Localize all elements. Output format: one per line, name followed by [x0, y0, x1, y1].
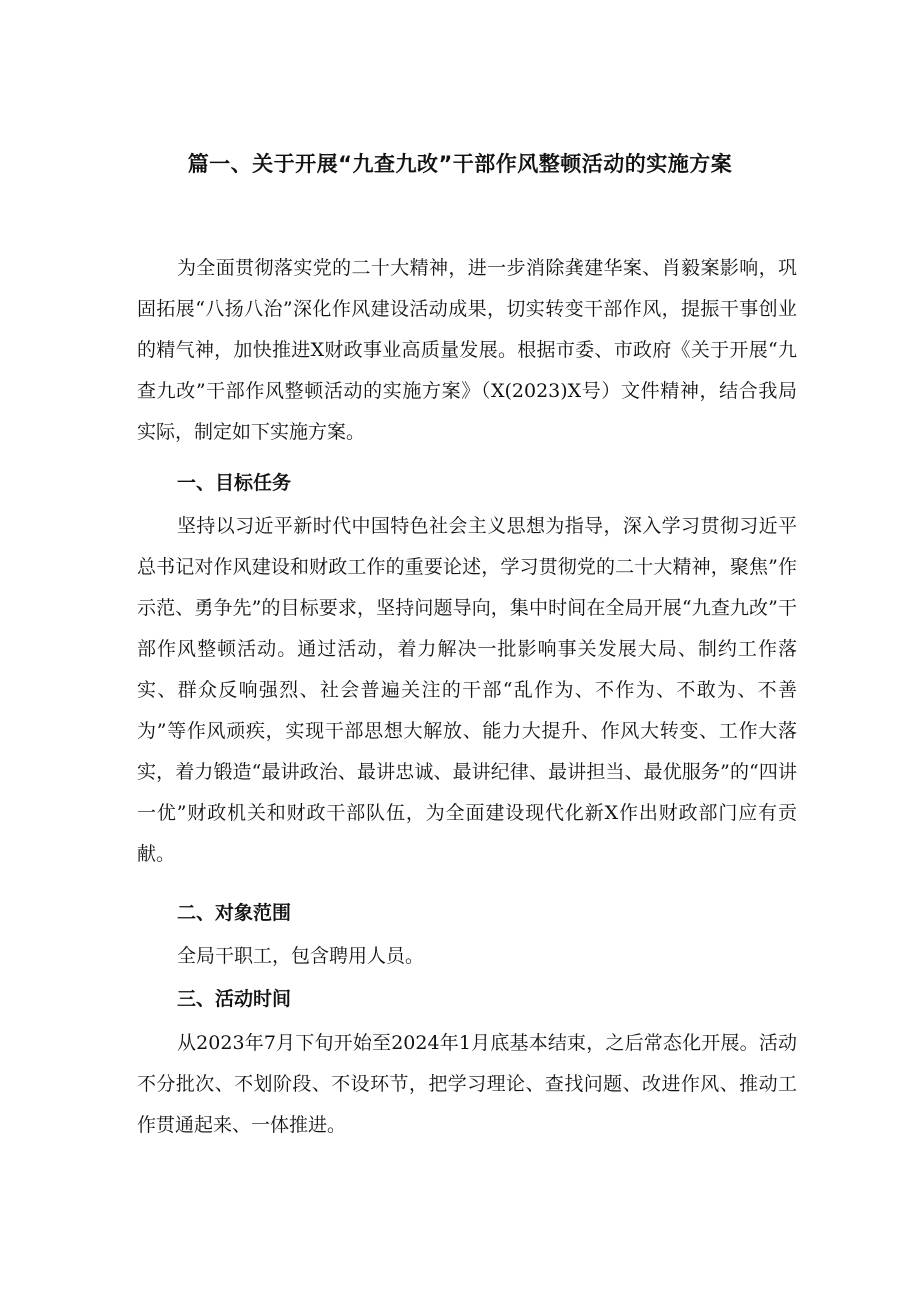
- section-body-goals: 坚持以习近平新时代中国特色社会主义思想为指导，深入学习贯彻习近平总书记对作风建设和财政工作的重要论述，学习贯彻党的二十大精神，聚焦”作示范、勇争先”的目标要求，坚持问题导向，集中时间在全局开展“九查九改”干部作风整顿活动。通过活动，着力解决一批影响事关发展大局、制约工作落实、群众反响强烈、社会普遍关注的干部“乱作为、不作为、不敢为、不善为”等作风顽疾，实现干部思想大解放、能力大提升、作风大转变、工作大落实，着力锻造“最讲政治、最讲忠诚、最讲纪律、最讲担当、最优服务”的“四讲一优”财政机关和财政干部队伍，为全面建设现代化新X作出财政部门应有贡献。: [137, 515, 797, 865]
- section-heading-goals: 一、目标任务: [177, 472, 292, 494]
- section-body-scope: 全局干职工，包含聘用人员。: [177, 945, 425, 967]
- section-heading-schedule: 三、活动时间: [177, 988, 292, 1010]
- section-heading-scope: 二、对象范围: [177, 902, 292, 924]
- intro-paragraph: 为全面贯彻落实党的二十大精神，进一步消除龚建华案、肖毅案影响，巩固拓展“八扬八治”深化作风建设活动成果，切实转变干部作风，提振干事创业的精气神，加快推进X财政事业高质量发展。根据市委、市政府《关于开展“九查九改”干部作风整顿活动的实施方案》（X(2023)X号）文件精神，结合我局实际，制定如下实施方案。: [137, 257, 797, 443]
- document-title: 篇一、关于开展“九查九改”干部作风整顿活动的实施方案: [187, 152, 733, 176]
- section-body-schedule: 从2023年7月下旬开始至2024年1月底基本结束，之后常态化开展。活动不分批次、不划阶段、不设环节，把学习理论、查找问题、改进作风、推动工作贯通起来、一体推进。: [137, 1032, 797, 1136]
